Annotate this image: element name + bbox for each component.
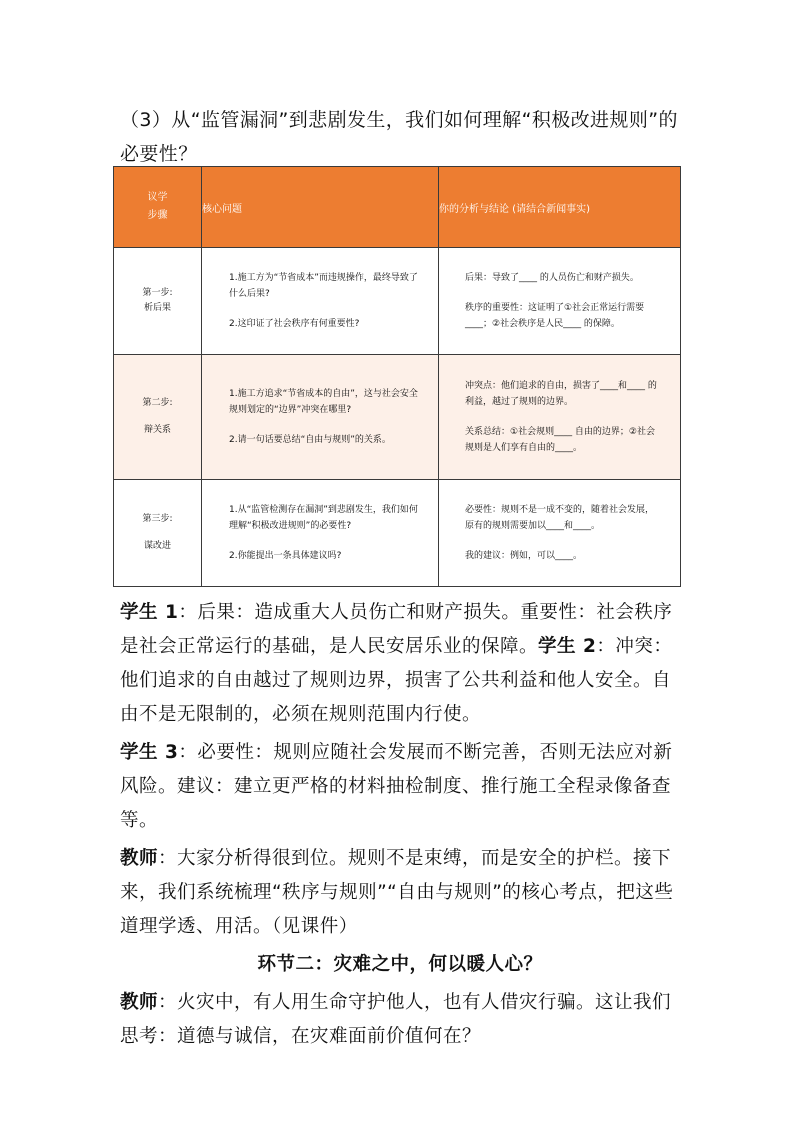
table-row <box>114 248 681 355</box>
header-step-line2: 步骤 <box>147 210 168 221</box>
header-answer: 你的分析与结论 (请结合新闻事实) <box>439 167 681 248</box>
step-label: 辩关系 <box>143 425 171 435</box>
step-number: 第一步: <box>142 288 173 298</box>
speaker-label: 教师 <box>120 992 159 1013</box>
header-step <box>114 167 202 248</box>
question-item: 2.请一句话要总结“自由与规则”的关系。 <box>229 435 391 445</box>
teacher-paragraph <box>120 986 680 1054</box>
student-answer-paragraph <box>120 736 680 838</box>
question-cell <box>202 248 439 355</box>
answer-item: 我的建议：例如，可以____。 <box>465 551 583 561</box>
question-cell <box>202 355 439 480</box>
step-number: 第三步: <box>142 514 173 524</box>
analysis-table <box>113 166 681 587</box>
speech-text: ：必要性：规则应随社会发展而不断完善，否则无法应对新风险。建议：建立更严格的材料抽检制度、推行施工全程录像备查等。 <box>120 742 673 831</box>
section-title: 环节二：灾难之中，何以暖人心？ <box>257 954 543 975</box>
table-row <box>114 480 681 587</box>
speaker-label: 教师 <box>120 848 159 869</box>
body-text <box>120 596 680 1058</box>
speech-text: ：冲突：他们追求的自由越过了规则边界，损害了公共利益和他人安全。自由不是无限制的，必须在规则范围内行使。 <box>120 636 673 725</box>
teacher-paragraph <box>120 842 680 944</box>
step-label: 谋改进 <box>143 541 171 551</box>
answer-item: 关系总结：①社会规则____ 自由的边界；②社会规则是人们享有自由的____。 <box>465 427 655 453</box>
answer-cell <box>439 248 681 355</box>
header-step-line1: 议学 <box>147 192 168 203</box>
question-item: 1.施工方为“节省成本”而违规操作，最终导致了什么后果? <box>229 273 418 299</box>
answer-item: 秩序的重要性：这证明了①社会正常运行需要____；②社会秩序是人民____ 的保障。 <box>465 303 645 329</box>
speaker-label: 学生 2 <box>538 636 597 657</box>
question-item: 1.从“监管检测存在漏洞”到悲剧发生，我们如何理解“积极改进规则”的必要性? <box>229 505 418 531</box>
student-answer-paragraph <box>120 596 680 732</box>
answer-cell <box>439 355 681 480</box>
speech-text: ：后果：造成重大人员伤亡和财产损失。重要性：社会秩序是社会正常运行的基础，是人民安居乐业的保障。 <box>120 602 673 657</box>
question-item: 2.你能提出一条具体建议吗? <box>229 551 342 561</box>
step-label: 析后果 <box>143 303 171 313</box>
question-item: 2.这印证了社会秩序有何重要性? <box>229 319 360 329</box>
question-title: （3）从“监管漏洞”到悲剧发生，我们如何理解“积极改进规则”的必要性？ <box>120 109 678 165</box>
question-item: 1.施工方追求“节省成本的自由”，这与社会安全规则划定的“边界”冲突在哪里? <box>229 389 418 415</box>
header-question: 核心问题 <box>202 167 439 248</box>
table-row <box>114 355 681 480</box>
question-cell <box>202 480 439 587</box>
speaker-label: 学生 1 <box>120 602 179 623</box>
answer-cell <box>439 480 681 587</box>
speech-text: ：大家分析得很到位。规则不是束缚，而是安全的护栏。接下来，我们系统梳理“秩序与规则”“自由与规则”的核心考点，把这些道理学透、用活。（见课件） <box>120 848 674 937</box>
step-cell <box>114 355 202 480</box>
answer-item: 冲突点：他们追求的自由，损害了____和____ 的利益，越过了规则的边界。 <box>465 381 657 407</box>
table-header-row <box>114 167 681 248</box>
step-number: 第二步: <box>142 398 173 408</box>
step-cell <box>114 248 202 355</box>
speaker-label: 学生 3 <box>120 742 179 763</box>
answer-item: 后果：导致了____ 的人员伤亡和财产损失。 <box>465 273 639 283</box>
step-cell <box>114 480 202 587</box>
answer-item: 必要性：规则不是一成不变的，随着社会发展，原有的规则需要加以____和____。 <box>465 505 655 531</box>
speech-text: ：火灾中，有人用生命守护他人，也有人借灾行骗。这让我们思考：道德与诚信，在灾难面前价值何在？ <box>120 992 672 1047</box>
